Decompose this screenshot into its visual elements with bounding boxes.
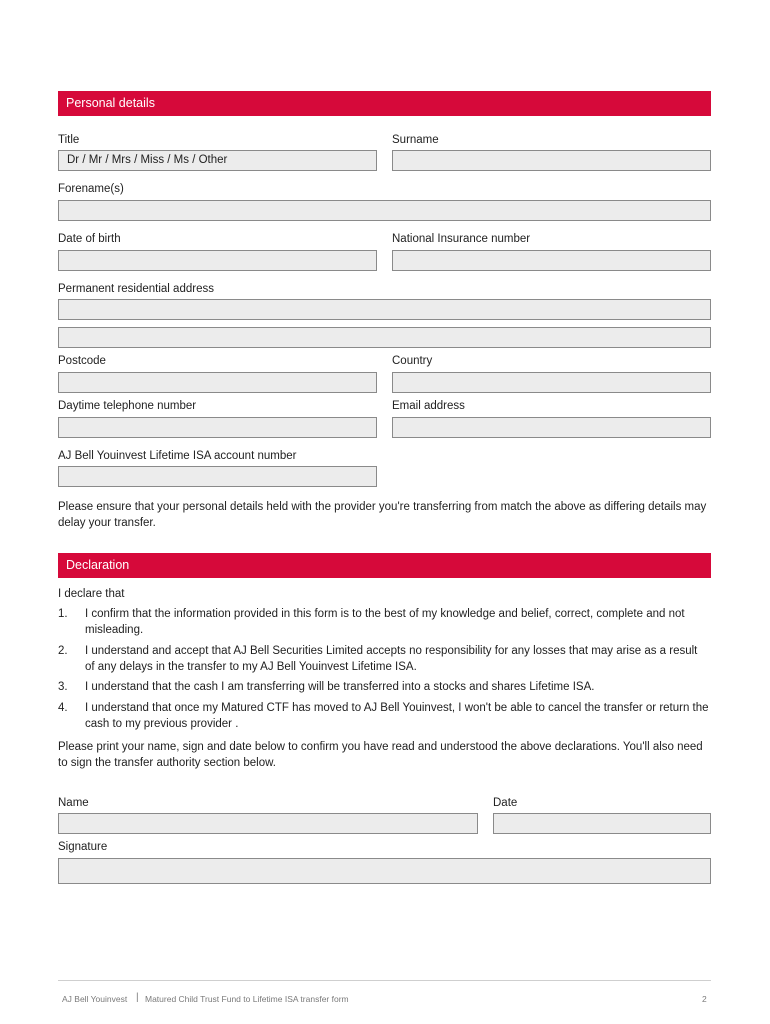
ni-field[interactable] (392, 250, 711, 271)
declaration-item-number: 4. (58, 702, 68, 714)
footer-brand: AJ Bell Youinvest (62, 994, 128, 1004)
surname-field[interactable] (392, 150, 711, 171)
postcode-field[interactable] (58, 372, 377, 393)
forename-label: Forename(s) (58, 183, 124, 195)
ni-label: National Insurance number (392, 233, 531, 245)
footer-page-number: 2 (702, 994, 707, 1004)
name-label: Name (58, 797, 89, 809)
declaration-item-text: I understand that once my Matured CTF has moved to AJ Bell Youinvest, I won't be able to cancel the transfer or return the cash to my previous provider . (85, 702, 709, 730)
address-label: Permanent residential address (58, 283, 214, 295)
phone-field[interactable] (58, 417, 377, 438)
declaration-item-text: I understand and accept that AJ Bell Securities Limited accepts no responsibility for any losses that may arise as a result of any delays in the transfer to my AJ Bell Youinvest Lifetime ISA. (85, 645, 698, 673)
personal-details-heading: Personal details (58, 91, 711, 116)
declaration-instructions: Please print your name, sign and date below to confirm you have read and understood the above declarations. You'll also need to sign the transfer authority section below. (58, 741, 703, 769)
declaration-item-number: 2. (58, 645, 68, 657)
declaration-heading: Declaration (58, 553, 711, 578)
email-label: Email address (392, 400, 465, 412)
title-field[interactable]: Dr / Mr / Mrs / Miss / Ms / Other (58, 150, 377, 171)
surname-label: Surname (392, 134, 439, 146)
declaration-item-number: 1. (58, 608, 68, 620)
phone-label: Daytime telephone number (58, 400, 197, 412)
footer-form-title: Matured Child Trust Fund to Lifetime ISA transfer form (145, 994, 349, 1004)
country-label: Country (392, 355, 433, 367)
address-field-line1[interactable] (58, 299, 711, 320)
email-field[interactable] (392, 417, 711, 438)
personal-details-note: Please ensure that your personal details held with the provider you're transferring from match the above as differing details may delay your transfer. (58, 501, 707, 529)
declaration-item-number: 3. (58, 681, 68, 693)
dob-field[interactable] (58, 250, 377, 271)
name-field[interactable] (58, 813, 478, 834)
address-field-line2[interactable] (58, 327, 711, 348)
dob-label: Date of birth (58, 233, 121, 245)
title-label: Title (58, 134, 80, 146)
signature-field[interactable] (58, 858, 711, 884)
declaration-item-text: I understand that the cash I am transferring will be transferred into a stocks and shares Lifetime ISA. (85, 681, 595, 693)
declaration-intro: I declare that (58, 588, 125, 600)
account-number-field[interactable] (58, 466, 377, 487)
date-field[interactable] (493, 813, 711, 834)
country-field[interactable] (392, 372, 711, 393)
footer-separator: | (136, 992, 139, 1003)
signature-label: Signature (58, 841, 108, 853)
account-number-label: AJ Bell Youinvest Lifetime ISA account number (58, 450, 297, 462)
forename-field[interactable] (58, 200, 711, 221)
declaration-item-text: I confirm that the information provided in this form is to the best of my knowledge and belief, correct, complete and not misleading. (85, 608, 685, 636)
postcode-label: Postcode (58, 355, 106, 367)
date-label: Date (493, 797, 518, 809)
footer-divider (58, 980, 711, 981)
